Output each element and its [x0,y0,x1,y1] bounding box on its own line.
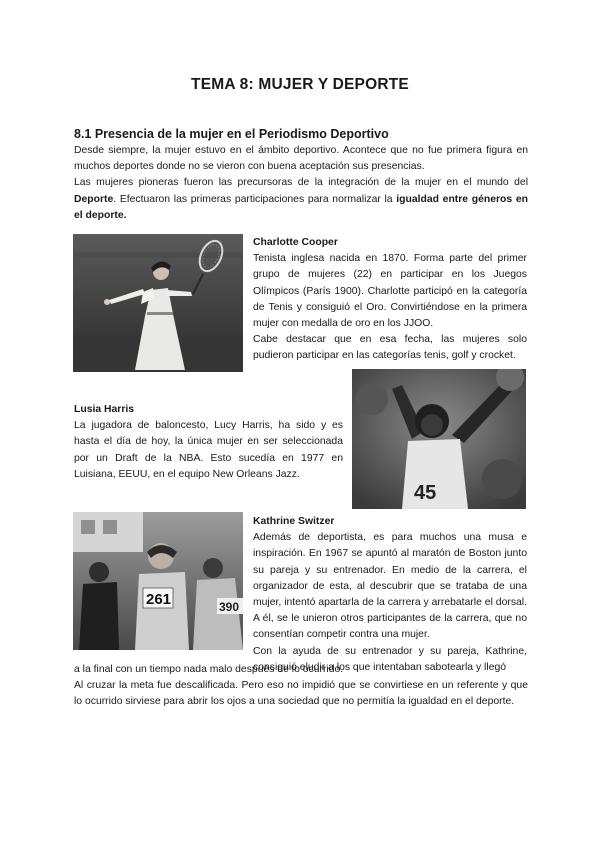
bio-cooper-paragraph-2: Cabe destacar que en esa fecha, las mujeres solo pudieron participar en las categorías tenis, golf y crocket. [253,334,527,362]
bio-switzer-paragraph-2b: a la final con un tiempo nada malo después de lo ocurrido. [74,664,344,675]
bio-name-kathrine-switzer: Kathrine Switzer [253,516,335,527]
page-title: TEMA 8: MUJER Y DEPORTE [191,76,409,93]
bio-name-lusia-harris: Lusia Harris [74,404,135,415]
intro-text [74,143,528,224]
bio-kathrine-switzer [253,514,527,676]
intro-p2-bold-deporte: Deporte [74,193,114,205]
bio-harris-paragraph-1: La jugadora de baloncesto, Lucy Harris, ha sido y es hasta el día de hoy, la única mujer en ser seleccionada por un Draft de la NBA. Esto sucedía en 1977 en Luisiana, EEUU, en el equipo New Orleans Jazz. [74,420,343,480]
intro-p2-c: . Efectuaron las primeras participaciones para normalizar la [113,193,397,205]
intro-p2-a: Las mujeres pioneras fueron las precursoras de la integración de la mujer en el mundo del [74,177,528,189]
bio-lusia-harris [74,402,343,483]
bio-switzer-paragraph-1: Además de deportista, es para muchos una musa e inspiración. En 1967 se apuntó al maratón de Boston junto su pareja y su entrenador. En medio de la carrera, el organizador de esta, al descubrir que se trataba de una mujer, intentó apartarla de la carrera y arrebatarle el dorsal. A él, se le unieron otros participantes de la carrera, que no consentían competir contra una mujer. [253,532,527,641]
bio-cooper-paragraph-1: Tenista inglesa nacida en 1870. Forma parte del primer grupo de mujeres (22) en participar en los Juegos Olímpicos (París 1900). Charlotte participó en la categoría de Tenis y consiguió el Oro. Convirtiéndose en la primera mujer con medalla de oro en los JJOO. [253,253,527,330]
jersey-number: 45 [414,482,437,504]
intro-p2-bold-igualdad: igualdad entre géneros en el deporte. [74,193,528,221]
bio-name-charlotte-cooper: Charlotte Cooper [253,237,338,248]
switzer-continuation [74,662,528,711]
bib-number-side: 390 [219,600,240,614]
bib-number-main: 261 [146,591,172,608]
bio-switzer-paragraph-2a: Con la ayuda de su entrenador y su pareja, Kathrine, consiguió eludir a los que intentaban sabotearla y llegó [253,645,527,673]
intro-paragraph-2 [74,175,528,224]
basketball-player-illustration [352,369,526,509]
photo-lusia-harris [352,369,526,509]
bio-charlotte-cooper [253,235,527,365]
section-heading: 8.1 Presencia de la mujer en el Periodismo Deportivo [74,127,389,141]
bio-switzer-paragraph-3: Al cruzar la meta fue descalificada. Pero eso no impidió que se convirtiese en un referente y que lo ocurrido sirviese para abrir los ojos a una sociedad que no permitía la igualdad en el deporte. [74,680,528,708]
tennis-player-illustration [73,234,243,372]
intro-paragraph-1: Desde siempre, la mujer estuvo en el ámbito deportivo. Acontece que no fue primera figura en muchos deportes donde no se vieron con buena aceptación sus presencias. [74,145,528,173]
photo-kathrine-switzer [73,512,243,650]
photo-charlotte-cooper [73,234,243,372]
marathon-runner-illustration [73,512,243,650]
